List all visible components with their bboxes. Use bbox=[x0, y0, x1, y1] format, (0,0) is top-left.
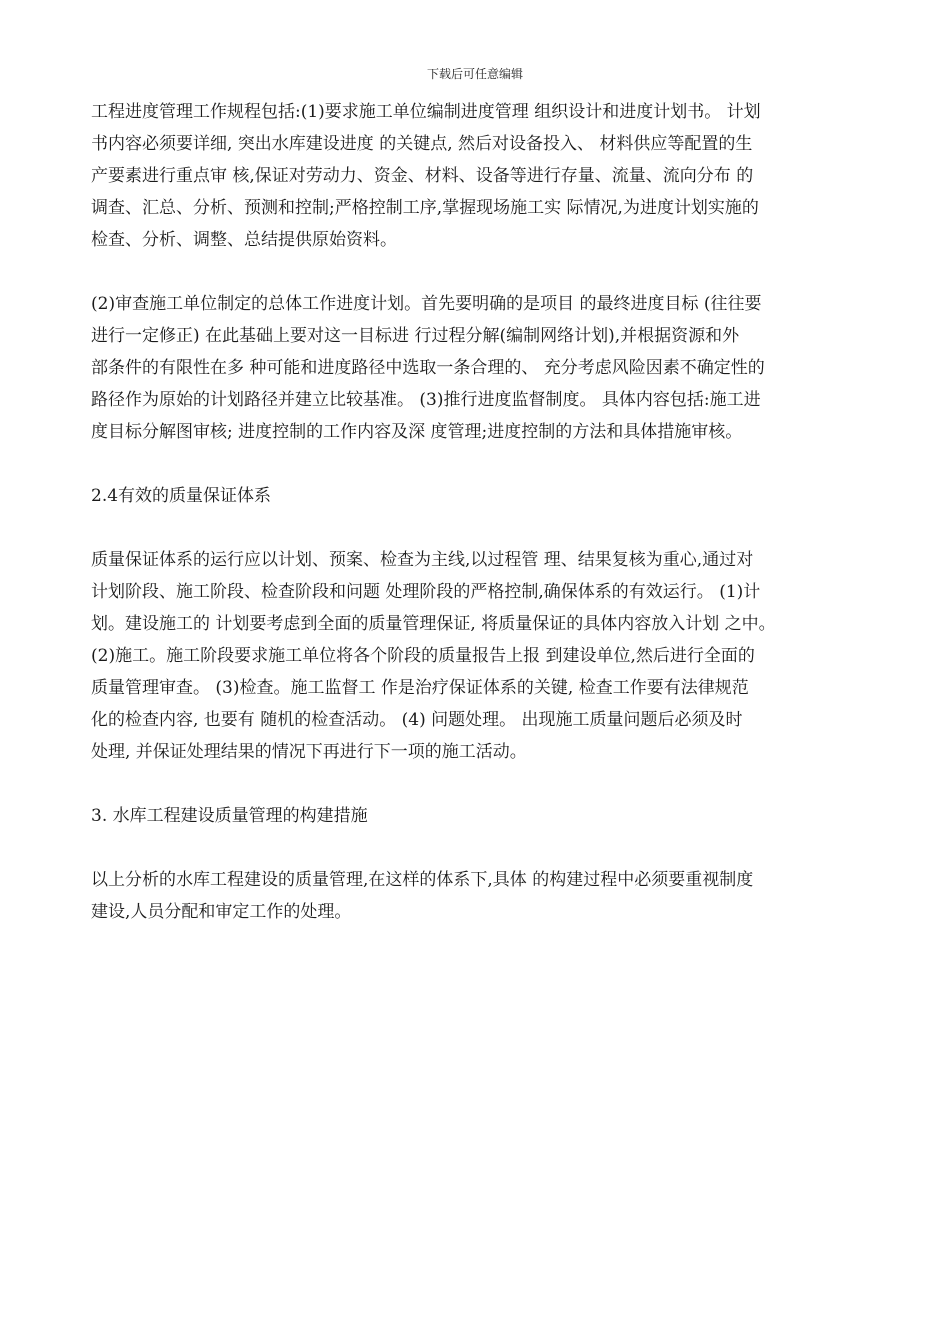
paragraph-spacer bbox=[91, 448, 871, 480]
text-line: 检查、分析、调整、总结提供原始资料。 bbox=[91, 230, 397, 250]
paragraph-quality-system bbox=[91, 544, 871, 768]
text-line: 以上分析的水库工程建设的质量管理,在这样的体系下,具体 的构建过程中必须要重视制度 bbox=[91, 870, 754, 890]
text-line: 部条件的有限性在多 种可能和进度路径中选取一条合理的、 充分考虑风险因素不确定性的 bbox=[91, 358, 765, 378]
text-line: (2)审查施工单位制定的总体工作进度计划。首先要明确的是项目 的最终进度目标 (往往要 bbox=[91, 294, 762, 314]
text-line: 调查、汇总、分析、预测和控制;严格控制工序,掌握现场施工实 际情况,为进度计划实施的 bbox=[91, 198, 759, 218]
text-line: 度目标分解图审核; 进度控制的工作内容及深 度管理;进度控制的方法和具体措施审核。 bbox=[91, 422, 743, 442]
document-body bbox=[91, 96, 871, 928]
paragraph-spacer bbox=[91, 832, 871, 864]
paragraph-spacer bbox=[91, 768, 871, 800]
text-line: 工程进度管理工作规程包括:(1)要求施工单位编制进度管理 组织设计和进度计划书。 计划 bbox=[91, 102, 761, 122]
text-line: 质量管理审查。 (3)检查。施工监督工 作是治疗保证体系的关键, 检查工作要有法律规范 bbox=[91, 678, 749, 698]
text-line: (2)施工。施工阶段要求施工单位将各个阶段的质量报告上报 到建设单位,然后进行全面的 bbox=[91, 646, 755, 666]
text-line: 处理, 并保证处理结果的情况下再进行下一项的施工活动。 bbox=[91, 742, 527, 762]
text-line: 路径作为原始的计划路径并建立比较基准。 (3)推行进度监督制度。 具体内容包括:施工进 bbox=[91, 390, 761, 410]
text-line: 进行一定修正) 在此基础上要对这一目标进 行过程分解(编制网络计划),并根据资源和外 bbox=[91, 326, 740, 346]
text-line: 建设,人员分配和审定工作的处理。 bbox=[91, 902, 352, 922]
page-header: 下载后可任意编辑 bbox=[426, 67, 523, 81]
paragraph-spacer bbox=[91, 256, 871, 288]
text-line: 产要素进行重点审 核,保证对劳动力、资金、材料、设备等进行存量、流量、流向分布 的 bbox=[91, 166, 754, 186]
section-heading-quality-system: 2.4有效的质量保证体系 bbox=[91, 486, 272, 506]
text-line: 划。建设施工的 计划要考虑到全面的质量管理保证, 将质量保证的具体内容放入计划 之中。 bbox=[91, 614, 776, 634]
text-line: 计划阶段、施工阶段、检查阶段和问题 处理阶段的严格控制,确保体系的有效运行。 (1)计 bbox=[91, 582, 761, 602]
text-line: 化的检查内容, 也要有 随机的检查活动。 (4) 问题处理。 出现施工质量问题后必须及时 bbox=[91, 710, 743, 730]
paragraph-review-plan bbox=[91, 288, 871, 448]
paragraph-construction-measures bbox=[91, 864, 871, 928]
paragraph-progress-rules bbox=[91, 96, 871, 256]
text-line: 书内容必须要详细, 突出水库建设进度 的关键点, 然后对设备投入、 材料供应等配置的生 bbox=[91, 134, 753, 154]
paragraph-spacer bbox=[91, 512, 871, 544]
section-heading-construction-measures: 3. 水库工程建设质量管理的构建措施 bbox=[91, 806, 368, 826]
text-line: 质量保证体系的运行应以计划、预案、检查为主线,以过程管 理、结果复核为重心,通过对 bbox=[91, 550, 754, 570]
